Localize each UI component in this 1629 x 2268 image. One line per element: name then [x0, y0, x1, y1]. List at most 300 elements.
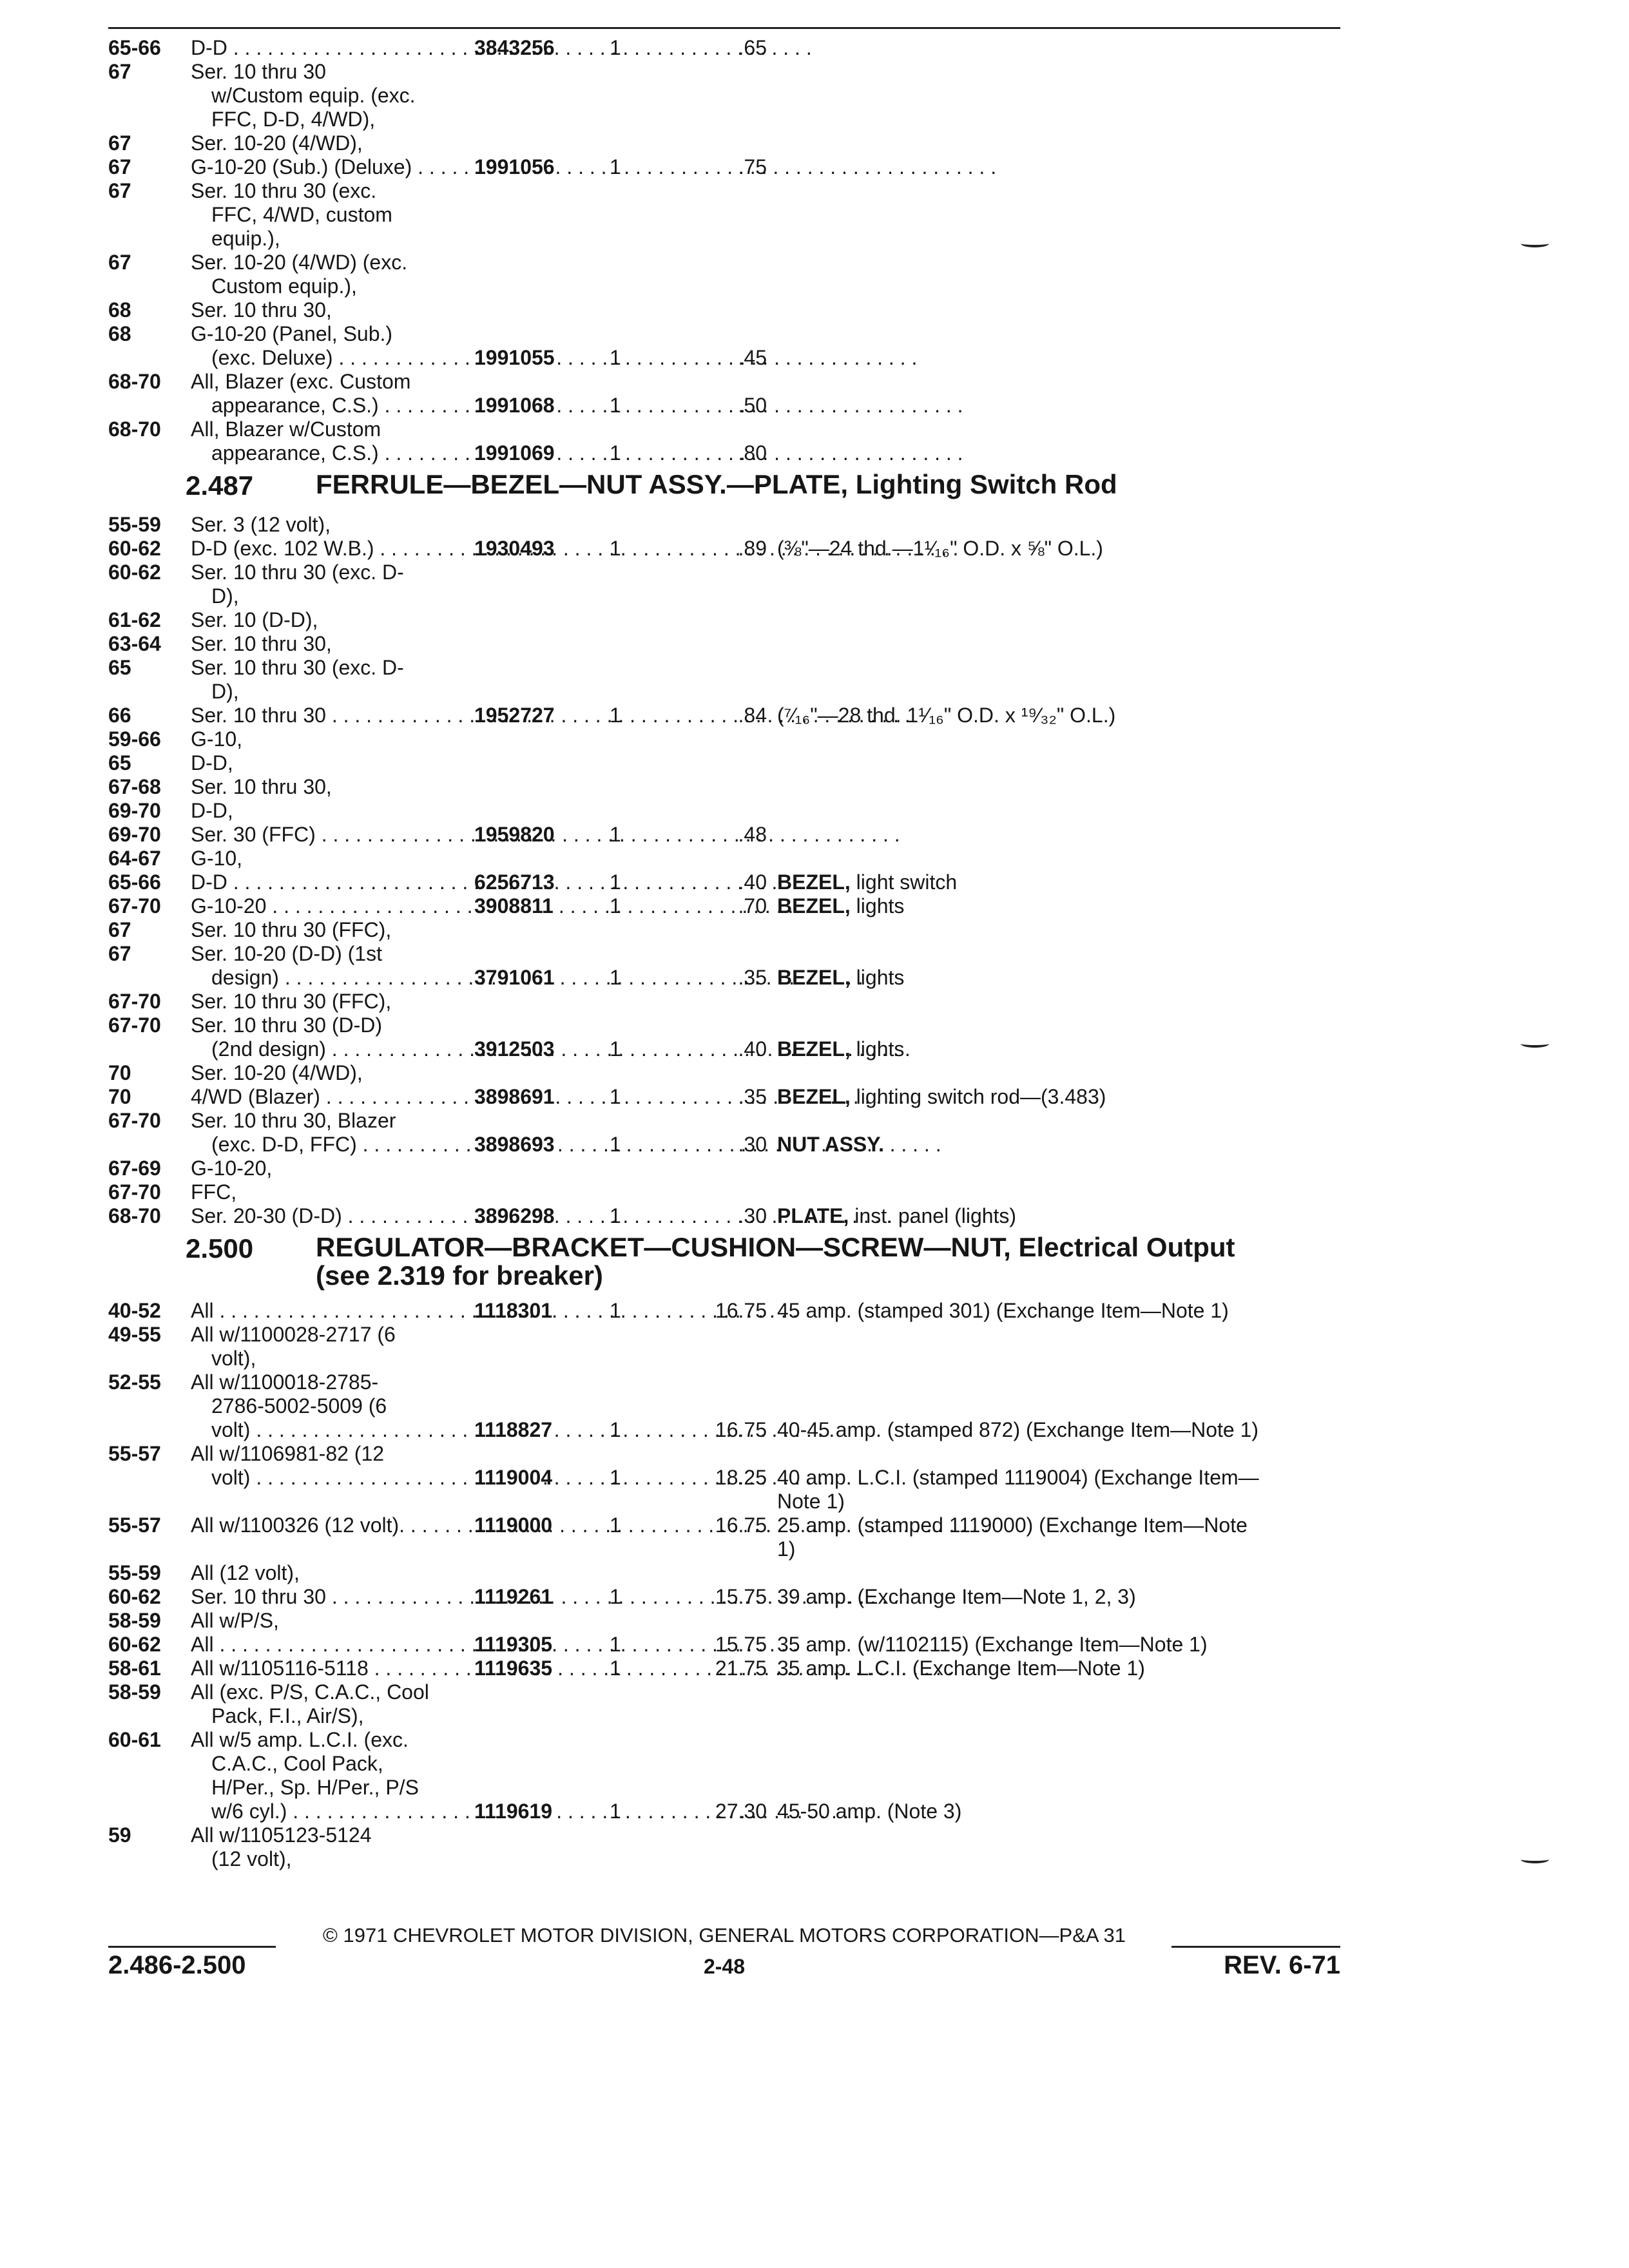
part-row	[108, 942, 1358, 966]
model-year: 55-57	[108, 1442, 161, 1465]
part-row	[108, 1109, 1358, 1133]
quantity: 1	[610, 394, 621, 417]
note-text: 25 amp. (stamped 1119000) (Exchange Item—Note	[777, 1514, 1248, 1537]
part-row	[108, 1585, 1358, 1609]
part-row	[108, 1728, 1358, 1752]
note-text: 45-50 amp. (Note 3)	[777, 1800, 962, 1823]
part-row	[108, 203, 1358, 227]
application: G-10-20 (Panel, Sub.)	[191, 322, 393, 345]
model-year: 70	[108, 1085, 131, 1108]
part-row	[108, 1537, 1358, 1561]
list-price: .89	[738, 537, 767, 560]
application: equip.),	[211, 227, 280, 250]
model-year: 60-62	[108, 1585, 161, 1608]
application: Ser. 3 (12 volt),	[191, 513, 331, 536]
quantity: 1	[610, 1514, 621, 1537]
part-row	[108, 1704, 1358, 1728]
part-row	[108, 1752, 1358, 1776]
model-year: 55-57	[108, 1514, 161, 1537]
application: All w/1105116-5118 . . .	[191, 1657, 953, 1680]
part-note	[777, 1514, 1248, 1537]
application: Ser. 10 thru 30,	[191, 775, 332, 798]
part-number: 1119000	[474, 1514, 553, 1537]
model-year: 67-68	[108, 775, 161, 798]
part-note	[777, 1537, 795, 1561]
revision-label: REV. 6-71	[1224, 1951, 1340, 1979]
model-year: 49-55	[108, 1323, 161, 1346]
part-note	[777, 537, 1103, 561]
application: D-D,	[191, 751, 233, 774]
part-row	[108, 227, 1358, 251]
model-year: 68-70	[108, 1204, 161, 1227]
part-number: 1118301	[474, 1299, 553, 1322]
part-row	[108, 1514, 1358, 1537]
application: FFC, D-D, 4/WD),	[211, 108, 376, 131]
list-price: .50	[738, 394, 767, 417]
list-price: 15.75	[715, 1633, 767, 1656]
application: Ser. 10 thru 30 (D-D)	[191, 1014, 382, 1037]
quantity: 1	[610, 823, 621, 846]
part-name: BEZEL,	[777, 870, 851, 894]
list-price: 18.25	[715, 1466, 767, 1489]
part-note	[777, 1085, 1106, 1109]
quantity: 1	[610, 155, 621, 178]
part-row	[108, 727, 1358, 751]
footer-rule-right	[1171, 1946, 1340, 1948]
part-note	[777, 704, 1115, 727]
part-number: 1119305	[474, 1633, 553, 1656]
part-row	[108, 1776, 1358, 1800]
list-price: .45	[738, 346, 767, 369]
part-row	[108, 751, 1358, 775]
application: G-10,	[191, 847, 243, 870]
application: Ser. 10 thru 30, Blazer	[191, 1109, 396, 1132]
section-number: 2.500	[186, 1233, 254, 1264]
part-number: 1119635	[474, 1657, 553, 1680]
application: volt),	[211, 1347, 256, 1370]
part-name: BEZEL,	[777, 894, 851, 918]
model-year: 69-70	[108, 799, 161, 822]
quantity: 1	[610, 441, 621, 465]
application: Ser. 20-30 (D-D) . . .	[191, 1204, 927, 1228]
model-year: 66	[108, 704, 131, 727]
part-row	[108, 1418, 1358, 1442]
application: Ser. 10-20 (D-D) (1st	[191, 942, 382, 965]
part-row	[108, 1633, 1358, 1657]
section-title: FERRULE—BEZEL—NUT ASSY.—PLATE, Lighting Switch Rod	[316, 469, 1117, 499]
part-number: 1952727	[474, 704, 555, 727]
part-number: 6256713	[474, 870, 555, 894]
section-title-line-1: REGULATOR—BRACKET—CUSHION—SCREW—NUT, Electrical Output	[316, 1232, 1235, 1262]
quantity: 1	[610, 1085, 621, 1108]
part-row	[108, 870, 1358, 894]
section-range: 2.486-2.500	[108, 1951, 246, 1979]
part-number: 1991056	[474, 155, 555, 178]
model-year: 65-66	[108, 870, 161, 894]
application: H/Per., Sp. H/Per., P/S	[211, 1776, 419, 1799]
application: C.A.C., Cool Pack,	[211, 1752, 383, 1775]
section-title	[316, 1233, 1235, 1290]
model-year: 67	[108, 942, 131, 965]
part-note	[777, 1418, 1258, 1442]
part-row	[108, 894, 1358, 918]
part-row	[108, 418, 1358, 441]
part-row	[108, 680, 1358, 704]
part-note	[777, 1800, 961, 1823]
note-text: 40 amp. L.C.I. (stamped 1119004) (Exchange Item—	[777, 1466, 1259, 1489]
part-row	[108, 108, 1358, 131]
model-year: 52-55	[108, 1370, 161, 1394]
part-note	[777, 1037, 904, 1061]
model-year: 55-59	[108, 1561, 161, 1584]
part-row	[108, 1466, 1358, 1490]
part-row	[108, 704, 1358, 727]
application: w/Custom equip. (exc.	[211, 84, 416, 107]
application: FFC, 4/WD, custom	[211, 203, 392, 226]
note-text: lights	[856, 894, 905, 918]
part-row	[108, 656, 1358, 680]
note-text: light switch	[856, 870, 958, 894]
application: appearance, C.S.) . . .	[211, 441, 963, 465]
part-number: 1991068	[474, 394, 555, 417]
part-row	[108, 1061, 1358, 1085]
model-year: 65	[108, 656, 131, 679]
application: FFC,	[191, 1180, 237, 1204]
application: All w/1105123-5124	[191, 1823, 372, 1847]
application: All . . .	[191, 1299, 798, 1323]
quantity: 1	[610, 1418, 621, 1441]
application: D-D (exc. 102 W.B.) . . .	[191, 537, 958, 561]
model-year: 65	[108, 751, 131, 774]
part-note	[777, 1204, 1016, 1228]
application: D-D . . .	[191, 36, 812, 60]
model-year: 68	[108, 322, 131, 345]
list-price: .70	[738, 894, 767, 918]
application: Ser. 10-20 (4/WD),	[191, 1061, 363, 1084]
quantity: 1	[610, 346, 621, 369]
part-name: PLATE,	[777, 1204, 849, 1227]
model-year: 67	[108, 179, 131, 202]
page-number: 2-48	[703, 1955, 746, 1978]
model-year: 58-61	[108, 1657, 161, 1680]
margin-mark	[1521, 240, 1549, 247]
part-note	[777, 870, 957, 894]
application: D),	[211, 680, 239, 703]
part-note	[777, 1585, 1136, 1609]
part-number: 1119261	[474, 1585, 553, 1608]
list-price: .48	[738, 823, 767, 846]
part-row	[108, 1442, 1358, 1466]
part-number: 1991055	[474, 346, 555, 369]
application: volt) . . .	[211, 1466, 834, 1490]
part-row	[108, 1680, 1358, 1704]
model-year: 67-70	[108, 894, 161, 918]
model-year: 60-61	[108, 1728, 161, 1751]
section-number: 2.487	[186, 470, 254, 501]
part-number: 1930493	[474, 537, 555, 560]
application: All, Blazer (exc. Custom	[191, 370, 411, 393]
part-number: 3791061	[474, 966, 555, 989]
quantity: 1	[610, 1204, 621, 1227]
model-year: 67-70	[108, 990, 161, 1013]
part-row	[108, 1823, 1358, 1847]
part-row	[108, 1657, 1358, 1680]
application: Ser. 10 thru 30 . . .	[191, 704, 911, 727]
margin-mark	[1521, 1040, 1549, 1048]
application: (12 volt),	[211, 1847, 292, 1870]
top-rule	[108, 27, 1340, 29]
list-price: 27.30	[715, 1800, 767, 1823]
part-row	[108, 322, 1358, 346]
note-text: 39 amp. (Exchange Item—Note 1, 2, 3)	[777, 1585, 1136, 1608]
application: Ser. 10 thru 30 (exc.	[191, 179, 377, 202]
part-name: BEZEL,	[777, 1037, 851, 1061]
part-note	[777, 1133, 884, 1157]
application: Custom equip.),	[211, 274, 357, 298]
part-number: 3908811	[474, 894, 554, 918]
note-text: lights	[856, 966, 905, 989]
part-row	[108, 1180, 1358, 1204]
list-price: .80	[738, 441, 767, 465]
parts-group-2500	[108, 1299, 1358, 1871]
application: G-10-20,	[191, 1157, 273, 1180]
application: Ser. 10 thru 30	[191, 60, 326, 83]
note-text: 35 amp. (w/1102115) (Exchange Item—Note 1)	[777, 1633, 1208, 1656]
application: G-10-20 (Sub.) (Deluxe) . . .	[191, 155, 996, 179]
parts-group-2487	[108, 513, 1358, 1228]
parts-group-2486	[108, 36, 1358, 465]
model-year: 67	[108, 131, 131, 155]
list-price: 16.75	[715, 1299, 767, 1322]
part-row	[108, 1394, 1358, 1418]
part-row	[108, 632, 1358, 656]
part-number: 1119004	[474, 1466, 553, 1489]
quantity: 1	[610, 966, 621, 989]
list-price: .40	[738, 870, 767, 894]
model-year: 69-70	[108, 823, 161, 846]
application: All (exc. P/S, C.A.C., Cool	[191, 1680, 429, 1704]
part-row	[108, 1490, 1358, 1514]
section-header-2500	[108, 1228, 1358, 1299]
part-row	[108, 1847, 1358, 1871]
application: Ser. 10 thru 30 (exc. D-	[191, 561, 404, 584]
list-price: .35	[738, 1085, 767, 1108]
part-row	[108, 1800, 1358, 1823]
model-year: 67	[108, 155, 131, 178]
application: D-D,	[191, 799, 233, 822]
part-row	[108, 394, 1358, 418]
application: w/6 cyl.) . . .	[211, 1800, 871, 1823]
model-year: 58-59	[108, 1680, 161, 1704]
part-note	[777, 966, 904, 990]
application: G-10-20 . . .	[191, 894, 851, 918]
application: All w/1100028-2717 (6	[191, 1323, 396, 1346]
part-name: BEZEL,	[777, 966, 851, 989]
application: All w/P/S,	[191, 1609, 279, 1632]
application: Pack, F.I., Air/S),	[211, 1704, 364, 1727]
model-year: 65-66	[108, 36, 161, 59]
quantity: 1	[610, 537, 621, 560]
part-row	[108, 823, 1358, 847]
note-text: (⁷⁄₁₆"—28 thd. 1¹⁄₁₆" O.D. x ¹⁹⁄₃₂" O.L.)	[777, 704, 1116, 727]
part-row	[108, 298, 1358, 322]
application: Ser. 10 thru 30 . . .	[191, 1585, 911, 1609]
quantity: 1	[610, 1800, 621, 1823]
list-price: .30	[738, 1204, 767, 1227]
model-year: 67-70	[108, 1014, 161, 1037]
part-number: 3898691	[474, 1085, 555, 1108]
note-text: (⅜"—24 thd.—1¹⁄₁₆" O.D. x ⅝" O.L.)	[777, 537, 1103, 560]
part-row	[108, 251, 1358, 274]
application: 2786-5002-5009 (6	[211, 1394, 387, 1418]
application: Ser. 10-20 (4/WD) (exc.	[191, 251, 408, 274]
part-row	[108, 84, 1358, 108]
application: D),	[211, 584, 239, 608]
application: (exc. Deluxe) . . .	[211, 346, 917, 370]
section-header-2487	[108, 465, 1358, 513]
application: appearance, C.S.) . . .	[211, 394, 963, 418]
application: Ser. 30 (FFC) . . .	[191, 823, 900, 847]
note-text: 35 amp. L.C.I. (Exchange Item—Note 1)	[777, 1657, 1145, 1680]
application: Ser. 10 thru 30,	[191, 298, 332, 322]
list-price: .75	[738, 155, 767, 178]
application: (exc. D-D, FFC) . . .	[211, 1133, 941, 1157]
part-note	[777, 1466, 1259, 1490]
part-row	[108, 608, 1358, 632]
part-row	[108, 1014, 1358, 1037]
part-row	[108, 775, 1358, 799]
quantity: 1	[610, 1657, 621, 1680]
copyright-line: © 1971 CHEVROLET MOTOR DIVISION, GENERAL MOTORS CORPORATION—P&A 31	[323, 1924, 1126, 1946]
model-year: 60-62	[108, 537, 161, 560]
part-note	[777, 1633, 1208, 1657]
part-row	[108, 537, 1358, 561]
application: All w/5 amp. L.C.I. (exc.	[191, 1728, 409, 1751]
quantity: 1	[610, 1299, 621, 1322]
quantity: 1	[610, 870, 621, 894]
part-row	[108, 441, 1358, 465]
part-number: 1991069	[474, 441, 555, 465]
model-year: 60-62	[108, 561, 161, 584]
part-row	[108, 1299, 1358, 1323]
part-row	[108, 179, 1358, 203]
part-note	[777, 894, 904, 918]
list-price: 21.75	[715, 1657, 767, 1680]
model-year: 59-66	[108, 727, 161, 751]
part-name: BEZEL,	[777, 1085, 851, 1108]
list-price: 16.75	[715, 1418, 767, 1441]
quantity: 1	[610, 1037, 621, 1061]
model-year: 70	[108, 1061, 131, 1084]
part-row	[108, 1157, 1358, 1180]
model-year: 58-59	[108, 1609, 161, 1632]
application: All w/1106981-82 (12	[191, 1442, 385, 1465]
application: Ser. 10 thru 30 (exc. D-	[191, 656, 404, 679]
parts-listing	[108, 36, 1358, 1871]
list-price: .65	[738, 36, 767, 59]
part-row	[108, 584, 1358, 608]
part-number: 1118827	[474, 1418, 553, 1441]
model-year: 67-70	[108, 1180, 161, 1204]
part-row	[108, 274, 1358, 298]
quantity: 1	[610, 1133, 621, 1156]
application: (2nd design) . . .	[211, 1037, 911, 1061]
quantity: 1	[610, 1633, 621, 1656]
part-number: 1959820	[474, 823, 555, 846]
application: D-D . . .	[191, 870, 812, 894]
part-note	[777, 1490, 845, 1514]
part-row	[108, 1037, 1358, 1061]
part-number: 3912503	[474, 1037, 555, 1061]
application: All (12 volt),	[191, 1561, 300, 1584]
model-year: 68-70	[108, 370, 161, 393]
part-note	[777, 1299, 1229, 1323]
part-row	[108, 1204, 1358, 1228]
note-text: lights	[856, 1037, 905, 1061]
part-row	[108, 1133, 1358, 1157]
model-year: 67-69	[108, 1157, 161, 1180]
part-row	[108, 513, 1358, 537]
list-price: .40	[738, 1037, 767, 1061]
part-row	[108, 1347, 1358, 1370]
section-title-line-2: (see 2.319 for breaker)	[316, 1260, 603, 1291]
application: Ser. 10 thru 30 (FFC),	[191, 990, 392, 1013]
model-year: 64-67	[108, 847, 161, 870]
part-number: 3843256	[474, 36, 555, 59]
part-note	[777, 1657, 1145, 1680]
list-price: .30	[738, 1133, 767, 1156]
part-row	[108, 60, 1358, 84]
model-year: 67-70	[108, 1109, 161, 1132]
model-year: 40-52	[108, 1299, 161, 1322]
quantity: 1	[610, 36, 621, 59]
quantity: 1	[610, 894, 621, 918]
part-number: 3898693	[474, 1133, 555, 1156]
application: All, Blazer w/Custom	[191, 418, 381, 441]
model-year: 61-62	[108, 608, 161, 631]
application: Ser. 10-20 (4/WD),	[191, 131, 363, 155]
list-price: 15.75	[715, 1585, 767, 1608]
part-row	[108, 1609, 1358, 1633]
part-row	[108, 918, 1358, 942]
list-price: .84	[738, 704, 767, 727]
note-text: Note 1)	[777, 1490, 845, 1513]
part-number: 3896298	[474, 1204, 555, 1227]
note-text: 40-45 amp. (stamped 872) (Exchange Item—Note 1)	[777, 1418, 1259, 1441]
part-row	[108, 799, 1358, 823]
application: Ser. 10 (D-D),	[191, 608, 318, 631]
model-year: 68	[108, 298, 131, 322]
application: 4/WD (Blazer) . . .	[191, 1085, 905, 1109]
model-year: 67	[108, 251, 131, 274]
application: volt) . . .	[211, 1418, 834, 1442]
quantity: 1	[610, 704, 621, 727]
part-row	[108, 155, 1358, 179]
application: Ser. 10 thru 30 (FFC),	[191, 918, 392, 941]
part-name: NUT ASSY.	[777, 1133, 884, 1156]
list-price: .35	[738, 966, 767, 989]
part-row	[108, 346, 1358, 370]
quantity: 1	[610, 1466, 621, 1489]
note-text: 45 amp. (stamped 301) (Exchange Item—Note 1)	[777, 1299, 1229, 1322]
model-year: 60-62	[108, 1633, 161, 1656]
part-number: 1119619	[474, 1800, 553, 1823]
model-year: 68-70	[108, 418, 161, 441]
part-row	[108, 1085, 1358, 1109]
application: design) . . .	[211, 966, 863, 990]
note-text: 1)	[777, 1537, 796, 1561]
application: All w/1100326 (12 volt). . . .	[191, 1514, 989, 1537]
